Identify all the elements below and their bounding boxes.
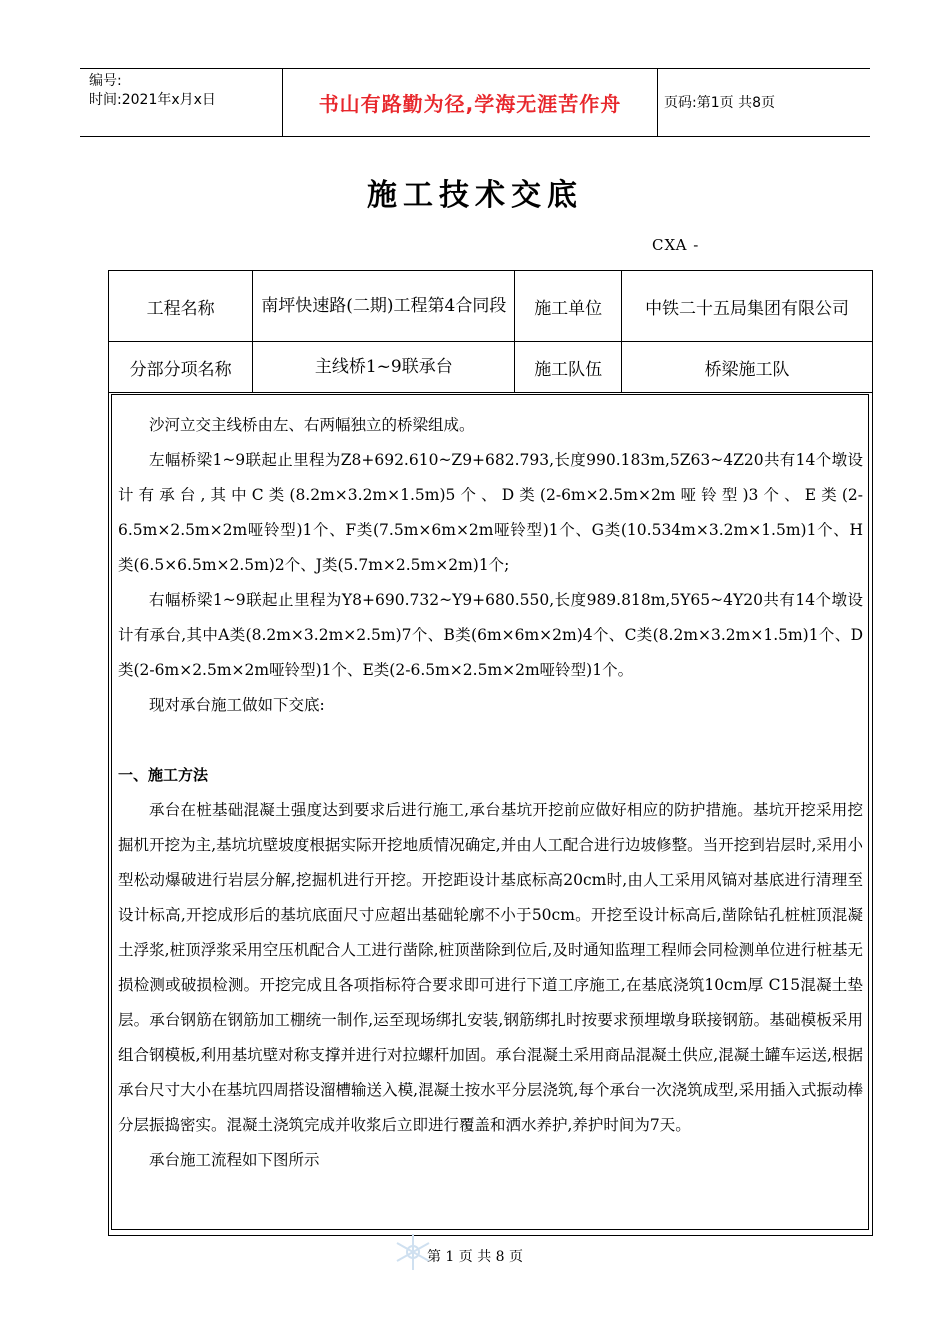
document-code: CXA - — [652, 236, 700, 254]
paragraph-flow-caption: 承台施工流程如下图所示 — [149, 1151, 320, 1169]
paragraph-overview: 沙河立交主线桥由左、右两幅独立的桥梁组成。 — [149, 416, 475, 434]
project-name-label: 工程名称 — [109, 271, 253, 342]
team-label: 施工队伍 — [515, 342, 622, 393]
subitem-value: 主线桥1~9联承台 — [253, 342, 515, 393]
construction-unit-value: 中铁二十五局集团有限公司 — [622, 271, 873, 342]
project-info-table — [108, 270, 873, 393]
table-row — [109, 342, 873, 393]
header-motto: 书山有路勤为径,学海无涯苦作舟 — [318, 91, 622, 116]
serial-number-label: 编号: — [89, 73, 122, 89]
header-bottom-rule — [80, 136, 870, 137]
paragraph-intro: 现对承台施工做如下交底: — [149, 696, 325, 714]
subitem-label: 分部分项名称 — [109, 342, 253, 393]
table-row — [109, 271, 873, 342]
construction-unit-label: 施工单位 — [515, 271, 622, 342]
paragraph-left-bridge: 左幅桥梁1~9联起止里程为Z8+692.610~Z9+682.793,长度990.183m,5Z63~4Z20共有14个墩设计有承台,其中C类(8.2m×3.2m×1.5m)5个、D类(2-6m×2.5m×2m哑铃型)3个、E类(2-6.5m×2.5m×2m哑铃型)1个、F类(7.5m×6m×2m哑铃型)1个、G类(10.534m×3.2m×1.5m)1个、H类(6.5×6.5m×2.5m)2个、J类(5.7m×2.5m×2m)1个; — [118, 451, 863, 574]
team-value: 桥梁施工队 — [622, 342, 873, 393]
briefing-content — [118, 408, 863, 1178]
paragraph-right-bridge: 右幅桥梁1~9联起止里程为Y8+690.732~Y9+680.550,长度989.818m,5Y65~4Y20共有14个墩设计有承台,其中A类(8.2m×3.2m×2.5m)7个、B类(6m×6m×2m)4个、C类(8.2m×3.2m×1.5m)1个、D类(2-6m×2.5m×2m哑铃型)1个、E类(2-6.5m×2.5m×2m哑铃型)1个。 — [118, 591, 863, 679]
section-heading-method: 一、施工方法 — [118, 766, 209, 784]
header-meta — [89, 72, 216, 110]
spacer — [118, 723, 863, 758]
project-name-value: 南坪快速路(二期)工程第4合同段 — [253, 271, 515, 342]
paragraph-method: 承台在桩基础混凝土强度达到要求后进行施工,承台基坑开挖前应做好相应的防护措施。基坑开挖采用挖掘机开挖为主,基坑坑壁坡度根据实际开挖地质情况确定,并由人工配合进行边坡修整。当开挖到岩层时,采用小型松动爆破进行岩层分解,挖掘机进行开挖。开挖距设计基底标高20cm时,由人工采用风镐对基底进行清理至设计标高,开挖成形后的基坑底面尺寸应超出基础轮廓不小于50cm。开挖至设计标高后,凿除钻孔桩桩顶混凝土浮浆,桩顶浮浆采用空压机配合人工进行凿除,桩顶凿除到位后,及时通知监理工程师会同检测单位进行桩基无损检测或破损检测。开挖完成且各项指标符合要求即可进行下道工序施工,在基底浇筑10cm厚 C15混凝土垫层。承台钢筋在钢筋加工棚统一制作,运至现场绑扎安装,钢筋绑扎时按要求预埋墩身联接钢筋。基础模板采用组合钢模板,利用基坑壁对称支撑并进行对拉螺杆加固。承台混凝土采用商品混凝土供应,混凝土罐车运送,根据承台尺寸大小在基坑四周搭设溜槽输送入模,混凝土按水平分层浇筑,每个承台一次浇筑成型,采用插入式振动棒分层振捣密实。混凝土浇筑完成并收浆后立即进行覆盖和洒水养护,养护时间为7天。 — [118, 801, 863, 1134]
document-title: 施工技术交底 — [367, 178, 583, 213]
date-label: 时间:2021年x月x日 — [89, 92, 216, 108]
header-divider-right — [657, 68, 658, 136]
header-page-number: 页码:第1页 共8页 — [664, 95, 775, 111]
page-footer: 第 1 页 共 8 页 — [426, 1249, 524, 1265]
